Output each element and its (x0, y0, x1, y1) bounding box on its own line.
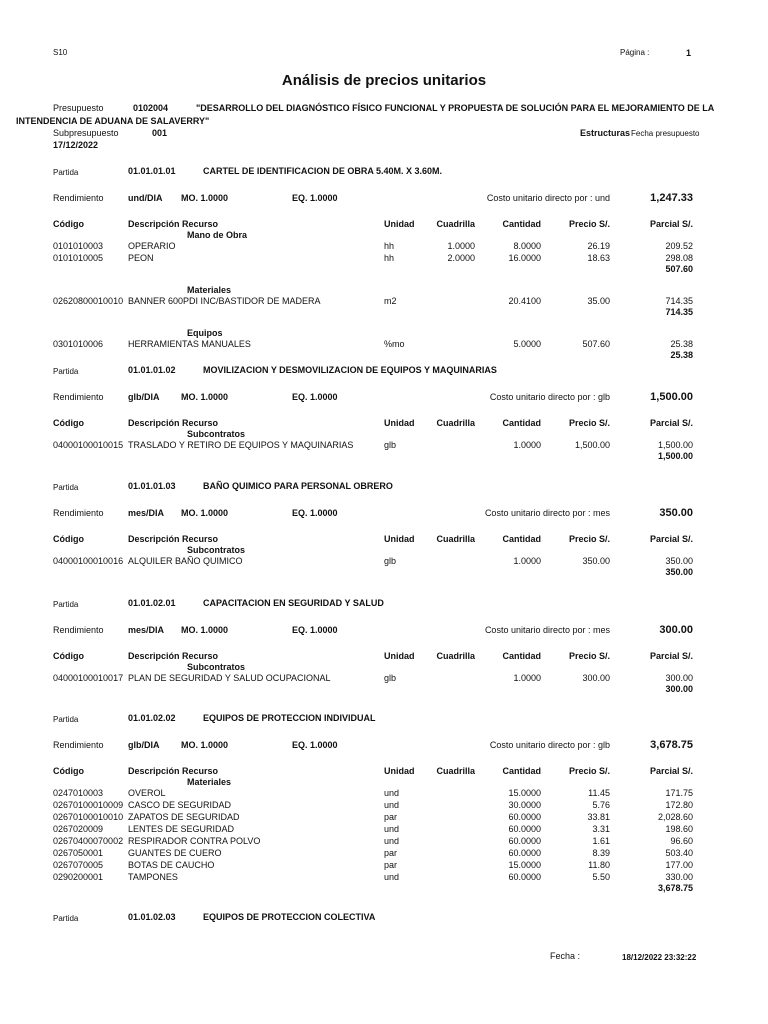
column-header-precio: Precio S/. (568, 534, 610, 544)
resource-parcial: 330.00 (665, 872, 693, 882)
resource-parcial: 350.00 (665, 556, 693, 566)
resource-parcial: 298.08 (665, 253, 693, 263)
resource-group-title: Subcontratos (187, 429, 246, 439)
column-header-cantidad: Cantidad (502, 651, 541, 661)
resource-cantidad: 15.0000 (508, 788, 541, 798)
resource-parcial: 96.60 (670, 836, 693, 846)
column-header-codigo: Código (53, 766, 84, 776)
resource-precio: 11.80 (588, 860, 610, 870)
partida-name: EQUIPOS DE PROTECCION INDIVIDUAL (203, 713, 376, 723)
partida-name: CAPACITACION EN SEGURIDAD Y SALUD (203, 598, 384, 608)
column-header-precio: Precio S/. (568, 651, 610, 661)
resource-unit: und (384, 824, 400, 834)
costo-unitario-label: Costo unitario directo por : und (486, 193, 610, 203)
resource-cantidad: 30.0000 (508, 800, 541, 810)
presupuesto-name-line1: "DESARROLLO DEL DIAGNÓSTICO FÍSICO FUNCIONAL Y PROPUESTA DE SOLUCIÓN PARA EL MEJORAMIENTO DE LA (196, 103, 715, 113)
resource-cantidad: 60.0000 (508, 872, 541, 882)
column-header-parcial: Parcial S/. (649, 534, 693, 544)
resource-description: BOTAS DE CAUCHO (128, 860, 215, 870)
partida-label: Partida (53, 715, 79, 724)
resource-unit: hh (384, 241, 395, 251)
column-header-unidad: Unidad (384, 534, 415, 544)
partida-code: 01.01.02.01 (128, 598, 176, 608)
rendimiento-eq: EQ. 1.0000 (292, 625, 338, 635)
rendimiento-eq: EQ. 1.0000 (292, 193, 338, 203)
column-header-codigo: Código (53, 418, 84, 428)
resource-unit: hh (384, 253, 395, 263)
resource-unit: und (384, 800, 400, 810)
resource-code: 0301010006 (53, 339, 104, 349)
column-header-descripcion: Descripción Recurso (128, 766, 219, 776)
partida-name: EQUIPOS DE PROTECCION COLECTIVA (203, 912, 376, 922)
costo-unitario-value: 1,247.33 (650, 192, 693, 204)
group-subtotal: 300.00 (665, 684, 693, 694)
resource-code: 02670100010010 (53, 812, 124, 822)
resource-code: 0267020009 (53, 824, 104, 834)
resource-description: CASCO DE SEGURIDAD (128, 800, 232, 810)
costo-unitario-value: 3,678.75 (650, 739, 693, 751)
resource-description: RESPIRADOR CONTRA POLVO (128, 836, 261, 846)
partida-label: Partida (53, 367, 79, 376)
resource-unit: %mo (384, 339, 405, 349)
page-title: Análisis de precios unitarios (281, 72, 487, 89)
resource-cantidad: 60.0000 (508, 824, 541, 834)
rendimiento-eq: EQ. 1.0000 (292, 508, 338, 518)
resource-cuadrilla: 2.0000 (447, 253, 475, 263)
resource-parcial: 2,028.60 (657, 812, 693, 822)
resource-parcial: 209.52 (665, 241, 693, 251)
resource-cantidad: 1.0000 (513, 440, 541, 450)
group-subtotal: 714.35 (665, 307, 693, 317)
resource-code: 02620800010010 (53, 296, 124, 306)
resource-cantidad: 60.0000 (508, 848, 541, 858)
resource-code: 04000100010017 (53, 673, 124, 683)
resource-group-title: Equipos (187, 328, 223, 338)
resource-description: LENTES DE SEGURIDAD (128, 824, 235, 834)
resource-code: 0101010003 (53, 241, 104, 251)
resource-cantidad: 20.4100 (508, 296, 541, 306)
resource-group-title: Materiales (187, 285, 232, 295)
group-subtotal: 25.38 (670, 350, 693, 360)
resource-cantidad: 8.0000 (513, 241, 541, 251)
resource-parcial: 300.00 (665, 673, 693, 683)
resource-cantidad: 60.0000 (508, 836, 541, 846)
rendimiento-mo: MO. 1.0000 (181, 740, 229, 750)
rendimiento-mo: MO. 1.0000 (181, 625, 229, 635)
partida-label: Partida (53, 168, 79, 177)
resource-precio: 33.81 (587, 812, 610, 822)
resource-unit: und (384, 872, 400, 882)
resource-precio: 26.19 (587, 241, 610, 251)
resource-cantidad: 16.0000 (508, 253, 541, 263)
partida-code: 01.01.01.01 (128, 166, 176, 176)
column-header-parcial: Parcial S/. (649, 766, 693, 776)
rendimiento-label: Rendimiento (53, 625, 104, 635)
rendimiento-label: Rendimiento (53, 392, 104, 402)
column-header-parcial: Parcial S/. (649, 651, 693, 661)
partida-code: 01.01.01.03 (128, 481, 176, 491)
resource-precio: 8.39 (592, 848, 610, 858)
fecha-presupuesto: 17/12/2022 (53, 140, 99, 150)
resource-description: OPERARIO (128, 241, 176, 251)
resource-description: TRASLADO Y RETIRO DE EQUIPOS Y MAQUINARIAS (128, 440, 354, 450)
report-code: S10 (53, 48, 68, 57)
column-header-unidad: Unidad (384, 766, 415, 776)
column-header-cantidad: Cantidad (502, 534, 541, 544)
resource-unit: m2 (384, 296, 397, 306)
resource-precio: 5.50 (592, 872, 610, 882)
costo-unitario-value: 1,500.00 (650, 391, 693, 403)
subpresupuesto-name: Estructuras (580, 128, 631, 138)
resource-code: 0247010003 (53, 788, 104, 798)
resource-precio: 3.31 (592, 824, 610, 834)
column-header-unidad: Unidad (384, 219, 415, 229)
column-header-descripcion: Descripción Recurso (128, 418, 219, 428)
column-header-cantidad: Cantidad (502, 766, 541, 776)
resource-description: PLAN DE SEGURIDAD Y SALUD OCUPACIONAL (128, 673, 331, 683)
resource-code: 0267070005 (53, 860, 104, 870)
page-label: Página : (620, 48, 650, 57)
rendimiento-eq: EQ. 1.0000 (292, 392, 338, 402)
rendimiento-unit: und/DIA (128, 193, 163, 203)
costo-unitario-label: Costo unitario directo por : mes (484, 625, 610, 635)
resource-cantidad: 60.0000 (508, 812, 541, 822)
costo-unitario-label: Costo unitario directo por : glb (489, 392, 610, 402)
resource-code: 02670100010009 (53, 800, 124, 810)
presupuesto-code: 0102004 (133, 103, 169, 113)
partida-name: CARTEL DE IDENTIFICACION DE OBRA 5.40M. X 3.60M. (203, 166, 443, 176)
footer-fecha-label: Fecha : (550, 951, 581, 961)
group-subtotal: 507.60 (665, 264, 693, 274)
column-header-cuadrilla: Cuadrilla (436, 534, 475, 544)
resource-description: OVEROL (128, 788, 166, 798)
rendimiento-unit: mes/DIA (128, 508, 165, 518)
resource-parcial: 177.00 (665, 860, 693, 870)
rendimiento-mo: MO. 1.0000 (181, 392, 229, 402)
resource-code: 02670400070002 (53, 836, 124, 846)
resource-parcial: 1,500.00 (657, 440, 693, 450)
resource-cuadrilla: 1.0000 (447, 241, 475, 251)
column-header-cuadrilla: Cuadrilla (436, 418, 475, 428)
partida-label: Partida (53, 914, 79, 923)
partida-name: MOVILIZACION Y DESMOVILIZACION DE EQUIPOS Y MAQUINARIAS (203, 365, 497, 375)
resource-unit: glb (384, 440, 397, 450)
resource-precio: 507.60 (582, 339, 610, 349)
partida-code: 01.01.02.03 (128, 912, 176, 922)
column-header-parcial: Parcial S/. (649, 219, 693, 229)
rendimiento-mo: MO. 1.0000 (181, 193, 229, 203)
rendimiento-unit: glb/DIA (128, 740, 160, 750)
resource-unit: und (384, 836, 400, 846)
resource-cantidad: 1.0000 (513, 673, 541, 683)
resource-description: GUANTES DE CUERO (128, 848, 222, 858)
column-header-cuadrilla: Cuadrilla (436, 651, 475, 661)
resource-cantidad: 5.0000 (513, 339, 541, 349)
resource-precio: 300.00 (582, 673, 610, 683)
resource-parcial: 171.75 (665, 788, 693, 798)
subpresupuesto-code: 001 (152, 128, 168, 138)
resource-group-title: Materiales (187, 777, 232, 787)
column-header-unidad: Unidad (384, 418, 415, 428)
group-subtotal: 350.00 (665, 567, 693, 577)
resource-group-title: Subcontratos (187, 545, 246, 555)
column-header-descripcion: Descripción Recurso (128, 651, 219, 661)
resource-unit: und (384, 788, 400, 798)
resource-description: PEON (128, 253, 154, 263)
rendimiento-unit: glb/DIA (128, 392, 160, 402)
partida-name: BAÑO QUIMICO PARA PERSONAL OBRERO (203, 481, 393, 491)
resource-unit: glb (384, 673, 397, 683)
column-header-precio: Precio S/. (568, 766, 610, 776)
rendimiento-eq: EQ. 1.0000 (292, 740, 338, 750)
column-header-codigo: Código (53, 534, 84, 544)
resource-parcial: 714.35 (665, 296, 693, 306)
resource-parcial: 172.80 (665, 800, 693, 810)
costo-unitario-value: 350.00 (659, 507, 693, 519)
column-header-descripcion: Descripción Recurso (128, 219, 219, 229)
rendimiento-unit: mes/DIA (128, 625, 165, 635)
footer-fecha: 18/12/2022 23:32:22 (622, 953, 697, 962)
resource-parcial: 503.40 (665, 848, 693, 858)
resource-group-title: Subcontratos (187, 662, 246, 672)
presupuesto-label: Presupuesto (53, 103, 104, 113)
resource-cantidad: 1.0000 (513, 556, 541, 566)
partida-label: Partida (53, 483, 79, 492)
resource-code: 0267050001 (53, 848, 104, 858)
column-header-unidad: Unidad (384, 651, 415, 661)
resource-code: 04000100010015 (53, 440, 124, 450)
resource-parcial: 25.38 (670, 339, 693, 349)
resource-description: ZAPATOS DE SEGURIDAD (128, 812, 240, 822)
rendimiento-mo: MO. 1.0000 (181, 508, 229, 518)
resource-code: 0290200001 (53, 872, 104, 882)
resource-unit: par (384, 860, 398, 870)
group-subtotal: 1,500.00 (657, 451, 693, 461)
resource-code: 0101010005 (53, 253, 104, 263)
presupuesto-name-line2: INTENDENCIA DE ADUANA DE SALAVERRY" (16, 116, 210, 126)
resource-parcial: 198.60 (665, 824, 693, 834)
resource-precio: 35.00 (587, 296, 610, 306)
group-subtotal: 3,678.75 (657, 883, 693, 893)
fecha-presupuesto-label: Fecha presupuesto (631, 129, 700, 138)
column-header-cantidad: Cantidad (502, 219, 541, 229)
partida-code: 01.01.02.02 (128, 713, 176, 723)
rendimiento-label: Rendimiento (53, 740, 104, 750)
resource-group-title: Mano de Obra (187, 230, 248, 240)
subpresupuesto-label: Subpresupuesto (53, 128, 119, 138)
resource-description: ALQUILER BAÑO QUIMICO (128, 556, 243, 566)
partida-label: Partida (53, 600, 79, 609)
resource-precio: 11.45 (588, 788, 610, 798)
resource-description: HERRAMIENTAS MANUALES (128, 339, 251, 349)
rendimiento-label: Rendimiento (53, 193, 104, 203)
resource-description: BANNER 600PDI INC/BASTIDOR DE MADERA (128, 296, 321, 306)
resource-unit: par (384, 848, 398, 858)
resource-code: 04000100010016 (53, 556, 124, 566)
resource-unit: par (384, 812, 398, 822)
column-header-cuadrilla: Cuadrilla (436, 219, 475, 229)
column-header-cuadrilla: Cuadrilla (436, 766, 475, 776)
resource-precio: 18.63 (587, 253, 610, 263)
resource-unit: glb (384, 556, 397, 566)
column-header-cantidad: Cantidad (502, 418, 541, 428)
column-header-codigo: Código (53, 651, 84, 661)
costo-unitario-label: Costo unitario directo por : mes (484, 508, 610, 518)
column-header-precio: Precio S/. (568, 418, 610, 428)
resource-precio: 5.76 (592, 800, 610, 810)
resource-precio: 1,500.00 (574, 440, 610, 450)
costo-unitario-label: Costo unitario directo por : glb (489, 740, 610, 750)
costo-unitario-value: 300.00 (659, 624, 693, 636)
column-header-precio: Precio S/. (568, 219, 610, 229)
resource-cantidad: 15.0000 (508, 860, 541, 870)
column-header-parcial: Parcial S/. (649, 418, 693, 428)
partida-code: 01.01.01.02 (128, 365, 176, 375)
column-header-codigo: Código (53, 219, 84, 229)
rendimiento-label: Rendimiento (53, 508, 104, 518)
column-header-descripcion: Descripción Recurso (128, 534, 219, 544)
resource-precio: 350.00 (582, 556, 610, 566)
resource-precio: 1.61 (592, 836, 610, 846)
page-number: 1 (686, 48, 692, 58)
resource-description: TAMPONES (128, 872, 178, 882)
